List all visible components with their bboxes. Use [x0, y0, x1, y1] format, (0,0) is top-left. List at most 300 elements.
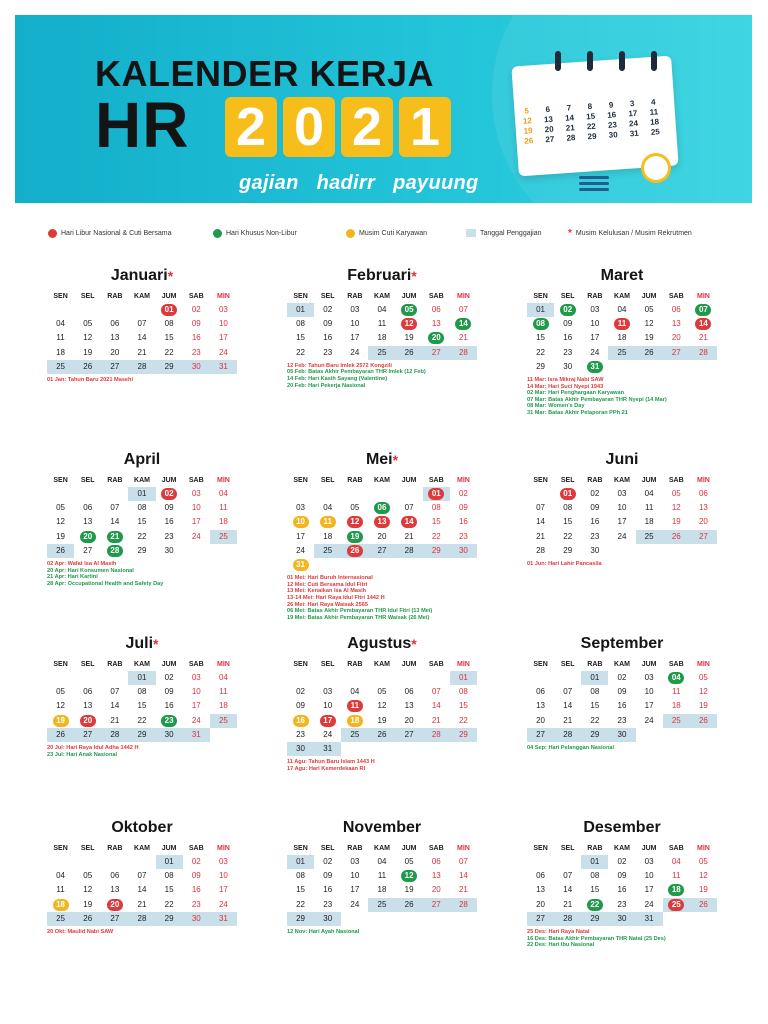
day-cell: 29: [581, 728, 608, 742]
day-cell: 13: [431, 319, 441, 329]
month-name: April: [123, 451, 161, 468]
day-cell: 18: [218, 701, 228, 711]
day-cell: 09: [164, 503, 174, 513]
empty-cell: [527, 671, 554, 685]
month-name: Oktober: [111, 819, 173, 836]
day-cell: 06: [83, 687, 93, 697]
highlight-circle: 26: [347, 545, 363, 557]
highlight-circle: 07: [695, 304, 711, 316]
month-notes: [527, 561, 717, 568]
holiday-note: 28 Apr: Occupational Health and Safety Day: [47, 580, 164, 587]
day-cell: 10: [218, 319, 228, 329]
weekday-label: MIN: [696, 845, 710, 852]
highlight-circle: 31: [293, 559, 309, 571]
day-cell: 05: [404, 857, 414, 866]
day-cell: 12: [83, 885, 93, 895]
day-cell: 27: [527, 912, 554, 926]
day-cell: 02: [617, 673, 627, 682]
legend-item: [466, 229, 542, 237]
checklist-icon: [579, 173, 609, 194]
highlight-circle: 12: [347, 516, 363, 528]
day-cell: 16: [617, 885, 627, 895]
week-row: [527, 501, 717, 515]
illustration-day: 4: [650, 97, 656, 107]
day-cell: 02: [164, 673, 174, 682]
day-cell: 22: [296, 347, 306, 357]
day-cell: 04: [617, 305, 627, 314]
holiday-note: 01 Mei: Hari Buruh Internasional: [287, 575, 373, 582]
month-oktober: [47, 818, 237, 936]
day-cell: 07: [536, 503, 546, 513]
calendar-ring-icon: [651, 51, 657, 71]
day-cell: [341, 515, 368, 529]
month-januari: [47, 266, 237, 384]
day-cell: 07: [110, 687, 120, 697]
day-cell: 24: [323, 729, 333, 739]
day-cell: 25: [210, 530, 237, 544]
weekday-label: KAM: [374, 845, 390, 852]
weekday-label: SEL: [560, 293, 575, 300]
holiday-note: 20 Apr: Hari Konsumen Nasional: [47, 567, 134, 574]
empty-cell: [527, 487, 554, 501]
month-februari: [287, 266, 477, 389]
empty-cell: [690, 544, 717, 558]
weekday-label: RAB: [347, 845, 363, 852]
brand-gajian-logo: gajian: [239, 172, 299, 194]
day-cell: 06: [431, 305, 441, 314]
weekday-label: JUM: [641, 293, 657, 300]
holiday-note: 14 Feb: Hari Kasih Sayang (Valentine): [287, 375, 388, 382]
week-row: [527, 699, 717, 713]
day-cell: [581, 898, 608, 912]
day-cell: 30: [608, 728, 635, 742]
week-row: [47, 912, 237, 926]
highlight-circle: 10: [293, 516, 309, 528]
week-row: [47, 883, 237, 897]
month-name: Juni: [605, 451, 639, 468]
day-cell: 28: [128, 360, 155, 374]
holiday-note: 14 Mar: Hari Suci Nyepi 1943: [527, 383, 604, 390]
day-cell: [341, 714, 368, 728]
holiday-note: 02 Apr: Wafat Isa Al Masih: [47, 560, 117, 567]
day-cell: 15: [590, 885, 600, 895]
day-cell: 15: [590, 701, 600, 711]
day-cell: 27: [527, 728, 554, 742]
weekday-header: [47, 659, 237, 671]
weekday-label: JUM: [401, 845, 417, 852]
day-cell: 20: [377, 531, 387, 541]
day-cell: 01: [156, 855, 183, 869]
day-cell: 31: [210, 912, 237, 926]
empty-cell: [101, 487, 128, 501]
day-cell: 26: [690, 898, 717, 912]
day-cell: 11: [672, 687, 681, 697]
day-cell: 28: [101, 728, 128, 742]
day-cell: 24: [218, 347, 228, 357]
day-cell: 14: [137, 885, 147, 895]
highlight-circle: 08: [533, 318, 549, 330]
illustration-day: 23: [607, 120, 618, 130]
day-cell: 02: [296, 687, 306, 697]
empty-cell: [47, 671, 74, 685]
illustration-day: 19: [523, 126, 533, 136]
day-cell: 03: [350, 857, 360, 866]
day-cell: 22: [458, 715, 468, 725]
weekday-label: JUM: [641, 845, 657, 852]
day-cell: 27: [101, 360, 128, 374]
day-cell: 23: [323, 347, 333, 357]
day-cell: 18: [644, 517, 654, 527]
day-cell: 26: [74, 912, 101, 926]
day-cell: 21: [458, 333, 468, 343]
illustration-day: 29: [587, 131, 597, 142]
legend-star-icon: *: [568, 228, 572, 239]
legend-item: [568, 229, 692, 238]
highlight-circle: 19: [347, 531, 363, 543]
empty-cell: [450, 558, 477, 572]
empty-cell: [690, 360, 717, 374]
weekday-label: KAM: [614, 845, 630, 852]
week-row: [47, 855, 237, 869]
day-cell: 24: [218, 899, 228, 909]
week-row: [527, 544, 717, 558]
day-cell: 09: [323, 871, 333, 881]
day-cell: 11: [644, 503, 654, 513]
weekday-label: SEL: [320, 293, 335, 300]
day-cell: 10: [350, 871, 360, 881]
week-row: [527, 714, 717, 728]
day-cell: 28: [690, 346, 717, 360]
day-cell: 07: [563, 871, 573, 881]
weekday-label: RAB: [107, 845, 123, 852]
day-cell: 10: [191, 503, 201, 513]
day-cell: 18: [218, 517, 228, 527]
week-row: [527, 530, 717, 544]
month-title: [287, 634, 477, 654]
empty-cell: [74, 855, 101, 869]
day-cell: [101, 530, 128, 544]
day-cell: 07: [110, 503, 120, 513]
empty-cell: [636, 544, 663, 558]
day-cell: 27: [423, 898, 450, 912]
weekday-label: SEN: [293, 845, 308, 852]
legend-item: [48, 229, 172, 238]
day-cell: 23: [590, 531, 600, 541]
day-cell: 07: [458, 857, 468, 866]
day-cell: 03: [191, 489, 201, 498]
day-cell: 26: [74, 360, 101, 374]
weekday-label: SEL: [560, 661, 575, 668]
day-cell: 16: [323, 885, 333, 895]
recruitment-star-icon: *: [167, 268, 174, 284]
weekday-label: RAB: [587, 477, 603, 484]
day-cell: 28: [450, 898, 477, 912]
day-cell: 20: [671, 333, 681, 343]
empty-cell: [368, 558, 395, 572]
highlight-circle: 11: [347, 700, 363, 712]
legend-label: Hari Khusus Non-Libur: [226, 230, 297, 237]
month-title: [287, 450, 477, 470]
week-row: [287, 346, 477, 360]
day-cell: 12: [83, 333, 93, 343]
day-cell: [527, 317, 554, 331]
day-cell: 28: [396, 544, 423, 558]
day-cell: 21: [698, 333, 708, 343]
day-cell: 03: [296, 503, 306, 513]
holiday-note: 12 Nov: Hari Ayah Nasional: [287, 928, 360, 935]
day-cell: 05: [83, 871, 93, 881]
day-cell: 12: [698, 687, 708, 697]
day-cell: 02: [191, 857, 201, 866]
empty-cell: [527, 855, 554, 869]
week-row: [287, 515, 477, 529]
weekday-label: MIN: [456, 661, 470, 668]
holiday-note: 26 Mei: Hari Raya Waisak 2565: [287, 601, 368, 608]
empty-cell: [554, 855, 581, 869]
month-notes: [287, 575, 477, 621]
day-cell: 10: [323, 701, 333, 711]
month-september: [527, 634, 717, 752]
day-cell: 17: [617, 517, 627, 527]
week-row: [287, 544, 477, 558]
empty-cell: [396, 487, 423, 501]
day-cell: [287, 714, 314, 728]
week-row: [287, 501, 477, 515]
month-name: Juli: [125, 635, 154, 652]
empty-cell: [74, 671, 101, 685]
empty-cell: [47, 303, 74, 317]
day-cell: 03: [644, 673, 654, 682]
day-cell: 10: [350, 319, 360, 329]
weekday-label: SEL: [320, 477, 335, 484]
day-cell: 29: [423, 544, 450, 558]
weekday-label: JUM: [641, 477, 657, 484]
day-cell: 09: [617, 687, 627, 697]
holiday-note: 20 Jul: Hari Raya Idul Adha 1442 H: [47, 744, 139, 751]
week-row: [287, 558, 477, 572]
highlight-circle: 14: [455, 318, 471, 330]
year-badge: [225, 97, 451, 157]
highlight-circle: 20: [428, 332, 444, 344]
legend-item: [346, 229, 427, 238]
empty-cell: [450, 912, 477, 926]
day-cell: 11: [219, 503, 228, 513]
day-cell: 16: [164, 701, 174, 711]
day-cell: [368, 515, 395, 529]
month-desember: [527, 818, 717, 949]
day-cell: 22: [164, 899, 174, 909]
weekday-label: SEN: [533, 845, 548, 852]
day-cell: 30: [287, 742, 314, 756]
highlight-circle: 21: [107, 531, 123, 543]
illustration-day: 13: [543, 114, 554, 125]
day-cell: 13: [698, 503, 708, 513]
weekday-header: [47, 475, 237, 487]
day-cell: 19: [404, 885, 414, 895]
day-cell: 04: [56, 319, 66, 329]
day-cell: 05: [350, 503, 360, 513]
weekday-label: MIN: [216, 845, 230, 852]
day-cell: 23: [617, 715, 627, 725]
week-row: [527, 671, 717, 685]
day-cell: 25: [341, 728, 368, 742]
day-cell: 12: [56, 701, 66, 711]
day-cell: 16: [617, 701, 627, 711]
highlight-circle: 06: [374, 502, 390, 514]
day-cell: 29: [450, 728, 477, 742]
day-cell: 15: [536, 333, 546, 343]
day-cell: 07: [563, 687, 573, 697]
day-cell: 29: [581, 912, 608, 926]
day-cell: 08: [164, 871, 174, 881]
weekday-label: SEN: [533, 477, 548, 484]
day-cell: 25: [368, 346, 395, 360]
holiday-note: 06 Mei: Batas Akhir Pembayaran THR Idul Fitri (13 Mei): [287, 608, 433, 615]
week-row: [527, 303, 717, 317]
weekday-label: MIN: [696, 477, 710, 484]
week-row: [287, 331, 477, 345]
weekday-label: RAB: [107, 661, 123, 668]
highlight-circle: 11: [320, 516, 336, 528]
illustration-day: 26: [524, 136, 534, 146]
header-banner: [15, 15, 752, 203]
day-cell: [74, 530, 101, 544]
day-cell: 26: [690, 714, 717, 728]
week-row: [527, 487, 717, 501]
day-cell: 05: [56, 687, 66, 697]
day-cell: 24: [296, 545, 306, 555]
day-cell: 05: [671, 489, 681, 498]
day-cell: 06: [698, 489, 708, 498]
holiday-note: 13 Mei: Kenaikan Isa Al Masih: [287, 588, 367, 595]
day-cell: 28: [450, 346, 477, 360]
month-notes: [287, 929, 477, 936]
holiday-note: 11 Mar: Isra Mikraj Nabi SAW: [527, 376, 604, 383]
week-row: [527, 346, 717, 360]
empty-cell: [341, 912, 368, 926]
brand-hadirr-logo: hadirr: [316, 172, 376, 194]
week-row: [527, 855, 717, 869]
weekday-label: RAB: [347, 661, 363, 668]
day-cell: 14: [563, 885, 573, 895]
week-row: [47, 685, 237, 699]
month-mei: [287, 450, 477, 621]
day-cell: 06: [431, 857, 441, 866]
weekday-label: RAB: [347, 293, 363, 300]
holiday-note: 13-14 Mei: Hari Raya Idul Fitri 1442 H: [287, 594, 385, 601]
day-cell: 28: [554, 912, 581, 926]
weekday-label: SEL: [80, 477, 95, 484]
day-cell: 29: [563, 545, 573, 555]
day-cell: 22: [296, 899, 306, 909]
highlight-circle: 20: [80, 715, 96, 727]
day-cell: 09: [164, 687, 174, 697]
highlight-circle: 23: [161, 715, 177, 727]
day-cell: [368, 501, 395, 515]
weekday-label: SEL: [560, 477, 575, 484]
day-cell: 19: [404, 333, 414, 343]
empty-cell: [423, 671, 450, 685]
empty-cell: [341, 558, 368, 572]
holiday-note: 12 Mei: Cuti Bersama Idul Fitri: [287, 581, 368, 588]
weekday-label: KAM: [134, 845, 150, 852]
day-cell: 10: [644, 687, 654, 697]
weekday-label: KAM: [614, 477, 630, 484]
day-cell: 02: [617, 857, 627, 866]
illustration-day: 7: [566, 103, 572, 113]
day-cell: [396, 317, 423, 331]
day-cell: 11: [377, 319, 387, 329]
brand-payuung-logo: payuung: [393, 172, 479, 194]
weekday-label: SEN: [533, 293, 548, 300]
weekday-label: SEN: [533, 661, 548, 668]
holiday-note: 04 Sep: Hari Pelanggan Nasional: [527, 744, 615, 751]
day-cell: 10: [191, 687, 201, 697]
day-cell: 16: [164, 517, 174, 527]
week-row: [287, 487, 477, 501]
day-cell: 01: [581, 855, 608, 869]
weekday-label: JUM: [401, 477, 417, 484]
weekday-label: SAB: [428, 293, 444, 300]
day-cell: [287, 515, 314, 529]
day-cell: 03: [590, 305, 600, 314]
day-cell: 01: [450, 671, 477, 685]
day-cell: 28: [536, 545, 546, 555]
highlight-circle: 02: [560, 304, 576, 316]
day-cell: 18: [56, 347, 66, 357]
day-cell: 14: [431, 701, 441, 711]
highlight-circle: 01: [560, 488, 576, 500]
day-cell: 04: [323, 503, 333, 513]
empty-cell: [287, 671, 314, 685]
day-cell: 17: [350, 333, 360, 343]
illustration-day: 11: [649, 107, 659, 117]
day-cell: [314, 714, 341, 728]
month-name: Januari: [110, 267, 168, 284]
week-row: [527, 869, 717, 883]
month-notes: [527, 377, 717, 417]
day-cell: 27: [663, 346, 690, 360]
weekday-header: [287, 475, 477, 487]
weekday-label: RAB: [107, 293, 123, 300]
day-cell: 09: [590, 503, 600, 513]
day-cell: 28: [554, 728, 581, 742]
month-notes: [527, 929, 717, 949]
weekday-label: SEN: [53, 477, 68, 484]
day-cell: 12: [698, 871, 708, 881]
illustration-day: 6: [545, 104, 551, 115]
day-cell: 16: [191, 333, 201, 343]
holiday-note: 01 Jun: Hari Lahir Pancasila: [527, 560, 602, 567]
day-cell: 18: [671, 701, 681, 711]
illustration-day: 25: [650, 127, 661, 137]
day-cell: 12: [56, 517, 66, 527]
month-title: [287, 266, 477, 286]
day-cell: 26: [663, 530, 690, 544]
day-cell: 26: [47, 544, 74, 558]
day-cell: 28: [423, 728, 450, 742]
highlight-circle: 28: [107, 545, 123, 557]
week-row: [47, 530, 237, 544]
highlight-circle: 13: [374, 516, 390, 528]
day-cell: [581, 360, 608, 374]
day-cell: 03: [191, 673, 201, 682]
day-cell: [396, 303, 423, 317]
empty-cell: [101, 671, 128, 685]
highlight-circle: 20: [80, 531, 96, 543]
day-cell: 01: [128, 671, 155, 685]
day-cell: [47, 714, 74, 728]
